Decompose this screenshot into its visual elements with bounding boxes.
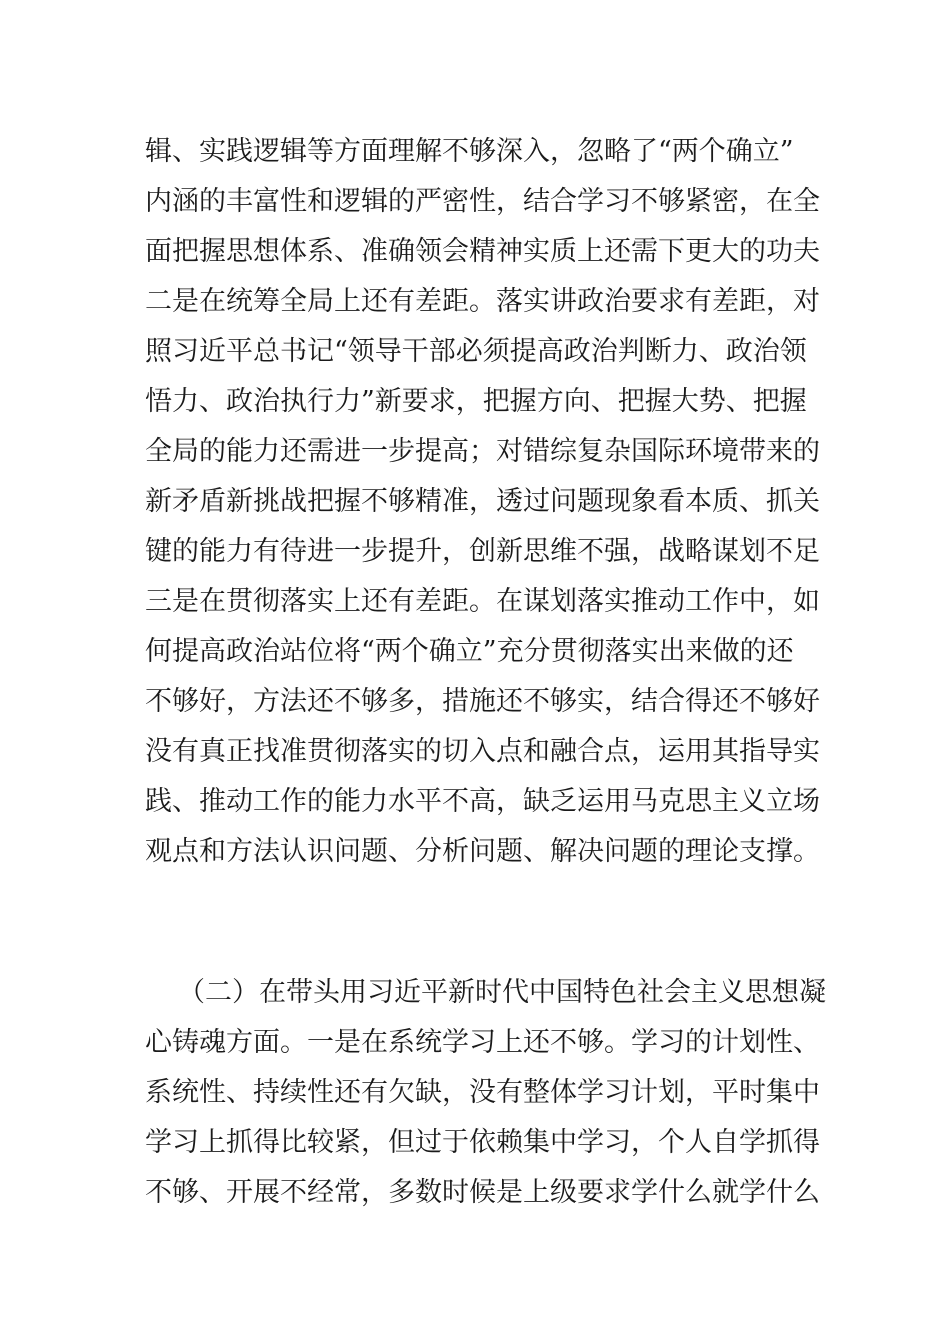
text-line: 二是在统筹全局上还有差距。落实讲政治要求有差距，对: [145, 286, 820, 317]
text-line: 不够好，方法还不够多，措施还不够实，结合得还不够好: [145, 686, 820, 717]
text-line: 键的能力有待进一步提升，创新思维不强，战略谋划不足: [145, 536, 820, 567]
text-line: 何提高政治站位将“两个确立”充分贯彻落实出来做的还: [145, 636, 794, 667]
text-line: 照习近平总书记“领导干部必须提高政治判断力、政治领: [145, 336, 807, 367]
text-line: 学习上抓得比较紧，但过于依赖集中学习，个人自学抓得: [145, 1127, 820, 1158]
text-line: 新矛盾新挑战把握不够精准，透过问题现象看本质、抓关: [145, 486, 820, 517]
text-line: 内涵的丰富性和逻辑的严密性，结合学习不够紧密，在全: [145, 186, 820, 217]
text-line: 全局的能力还需进一步提高；对错综复杂国际环境带来的: [145, 436, 820, 467]
text-line: 三是在贯彻落实上还有差距。在谋划落实推动工作中，如: [145, 586, 820, 617]
text-line: 不够、开展不经常，多数时候是上级要求学什么就学什么: [145, 1177, 820, 1208]
text-line: 面把握思想体系、准确领会精神实质上还需下更大的功夫: [145, 236, 820, 267]
paragraph-heading-line: （二）在带头用习近平新时代中国特色社会主义思想凝: [178, 977, 826, 1008]
text-line: 系统性、持续性还有欠缺，没有整体学习计划，平时集中: [145, 1077, 820, 1108]
text-line: 辑、实践逻辑等方面理解不够深入，忽略了“两个确立”: [145, 136, 794, 167]
text-line: 悟力、政治执行力”新要求，把握方向、把握大势、把握: [145, 386, 807, 417]
text-line: 没有真正找准贯彻落实的切入点和融合点，运用其指导实: [145, 736, 820, 767]
text-line: 观点和方法认识问题、分析问题、解决问题的理论支撑。: [145, 836, 820, 867]
text-line: 践、推动工作的能力水平不高，缺乏运用马克思主义立场: [145, 786, 820, 817]
text-line: 心铸魂方面。一是在系统学习上还不够。学习的计划性、: [145, 1027, 820, 1058]
